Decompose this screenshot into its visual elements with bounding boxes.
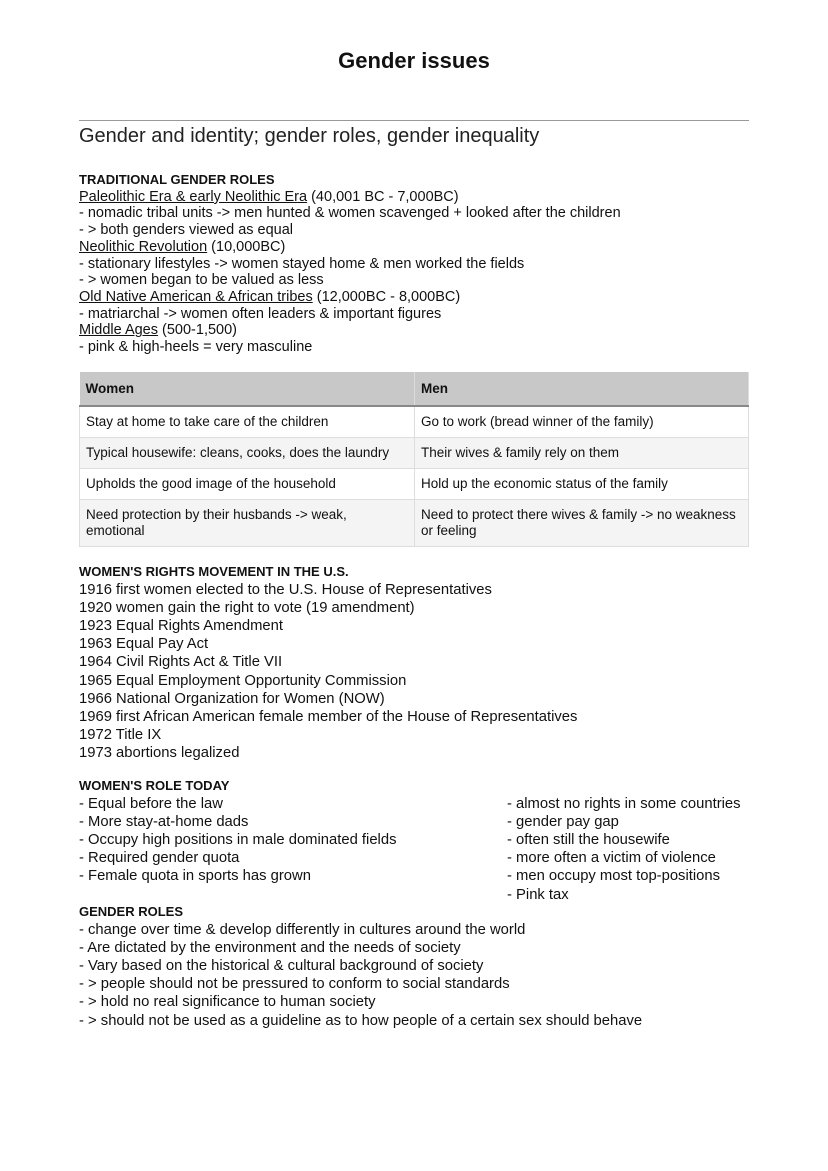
era-date: (12,000BC - 8,000BC) [312, 288, 461, 305]
section-heading: WOMEN'S ROLE TODAY [79, 778, 230, 793]
list-item: - Pink tax [507, 886, 569, 903]
divider [79, 120, 749, 121]
list-item: - nomadic tribal units -> men hunted & women scavenged + looked after the children [79, 205, 621, 222]
table-row [80, 438, 749, 469]
era-name: Paleolithic Era & early Neolithic Era [79, 188, 308, 205]
list-item: - Required gender quota [79, 850, 240, 867]
table-header: Men [415, 372, 749, 406]
list-item: - Vary based on the historical & cultural background of society [79, 958, 484, 975]
timeline-item: 1965 Equal Employment Opportunity Commission [79, 672, 407, 689]
era-heading [79, 322, 754, 339]
list-item: - > hold no real significance to human society [79, 994, 376, 1011]
rights-section [79, 563, 754, 762]
table-row [80, 469, 749, 500]
list-item: - men occupy most top-positions [507, 868, 721, 885]
section-heading: TRADITIONAL GENDER ROLES [79, 172, 275, 187]
list-item: - Female quota in sports has grown [79, 868, 311, 885]
era-name: Middle Ages [79, 322, 158, 339]
list-item: - > should not be used as a guideline as to how people of a certain sex should behave [79, 1012, 643, 1029]
list-item: - stationary lifestyles -> women stayed home & men worked the fields [79, 255, 525, 272]
page-subtitle: Gender and identity; gender roles, gender inequality [79, 125, 540, 147]
table-cell: Typical housewife: cleans, cooks, does the laundry [80, 438, 415, 469]
era-name: Old Native American & African tribes [79, 288, 313, 305]
list-item: - pink & high-heels = very masculine [79, 339, 313, 356]
page-title: Gender issues [338, 48, 490, 73]
table-cell: Hold up the economic status of the family [415, 469, 749, 500]
table-cell: Their wives & family rely on them [415, 438, 749, 469]
list-item: - Occupy high positions in male dominated fields [79, 832, 397, 849]
list-item: - Equal before the law [79, 796, 223, 813]
timeline-item: 1973 abortions legalized [79, 744, 240, 761]
list-item: - often still the housewife [507, 832, 670, 849]
era-date: (500-1,500) [158, 322, 237, 339]
list-item: - almost no rights in some countries [507, 796, 741, 813]
table-cell: Stay at home to take care of the children [80, 406, 415, 438]
timeline-item: 1923 Equal Rights Amendment [79, 618, 283, 635]
table-row [80, 500, 749, 547]
traditional-section [79, 172, 754, 356]
list-item: - change over time & develop differently in cultures around the world [79, 922, 526, 939]
timeline-item: 1969 first African American female member of the House of Representatives [79, 708, 578, 725]
list-item: - > people should not be pressured to conform to social standards [79, 976, 510, 993]
table-header: Women [80, 372, 415, 406]
table-cell: Go to work (bread winner of the family) [415, 406, 749, 438]
section-heading: GENDER ROLES [79, 904, 184, 919]
era-name: Neolithic Revolution [79, 238, 208, 255]
gender-roles-table [79, 372, 749, 547]
list-item: - matriarchal -> women often leaders & important figures [79, 305, 442, 322]
table-row [80, 406, 749, 438]
list-item: - more often a victim of violence [507, 850, 716, 867]
timeline-item: 1964 Civil Rights Act & Title VII [79, 654, 283, 671]
list-item: - gender pay gap [507, 814, 619, 831]
list-item: - > both genders viewed as equal [79, 222, 294, 239]
timeline-item: 1972 Title IX [79, 726, 162, 743]
era-heading [79, 189, 754, 206]
roles-section [79, 903, 754, 1030]
table-cell: Need protection by their husbands -> weak, emotional [80, 500, 415, 547]
section-heading: WOMEN'S RIGHTS MOVEMENT IN THE U.S. [79, 564, 349, 579]
era-date: (40,001 BC - 7,000BC) [307, 188, 459, 205]
era-heading [79, 289, 754, 306]
list-item: - Are dictated by the environment and the needs of society [79, 940, 461, 957]
list-item: - > women began to be valued as less [79, 272, 324, 289]
era-heading [79, 239, 754, 256]
timeline-item: 1963 Equal Pay Act [79, 636, 209, 653]
timeline-item: 1920 women gain the right to vote (19 amendment) [79, 600, 415, 617]
list-item: - More stay-at-home dads [79, 814, 249, 831]
timeline-item: 1966 National Organization for Women (NOW) [79, 690, 385, 707]
era-date: (10,000BC) [207, 238, 286, 255]
timeline-item: 1916 first women elected to the U.S. House of Representatives [79, 582, 492, 599]
today-section [79, 777, 754, 904]
table-cell: Upholds the good image of the household [80, 469, 415, 500]
table-cell: Need to protect there wives & family -> no weakness or feeling [415, 500, 749, 547]
